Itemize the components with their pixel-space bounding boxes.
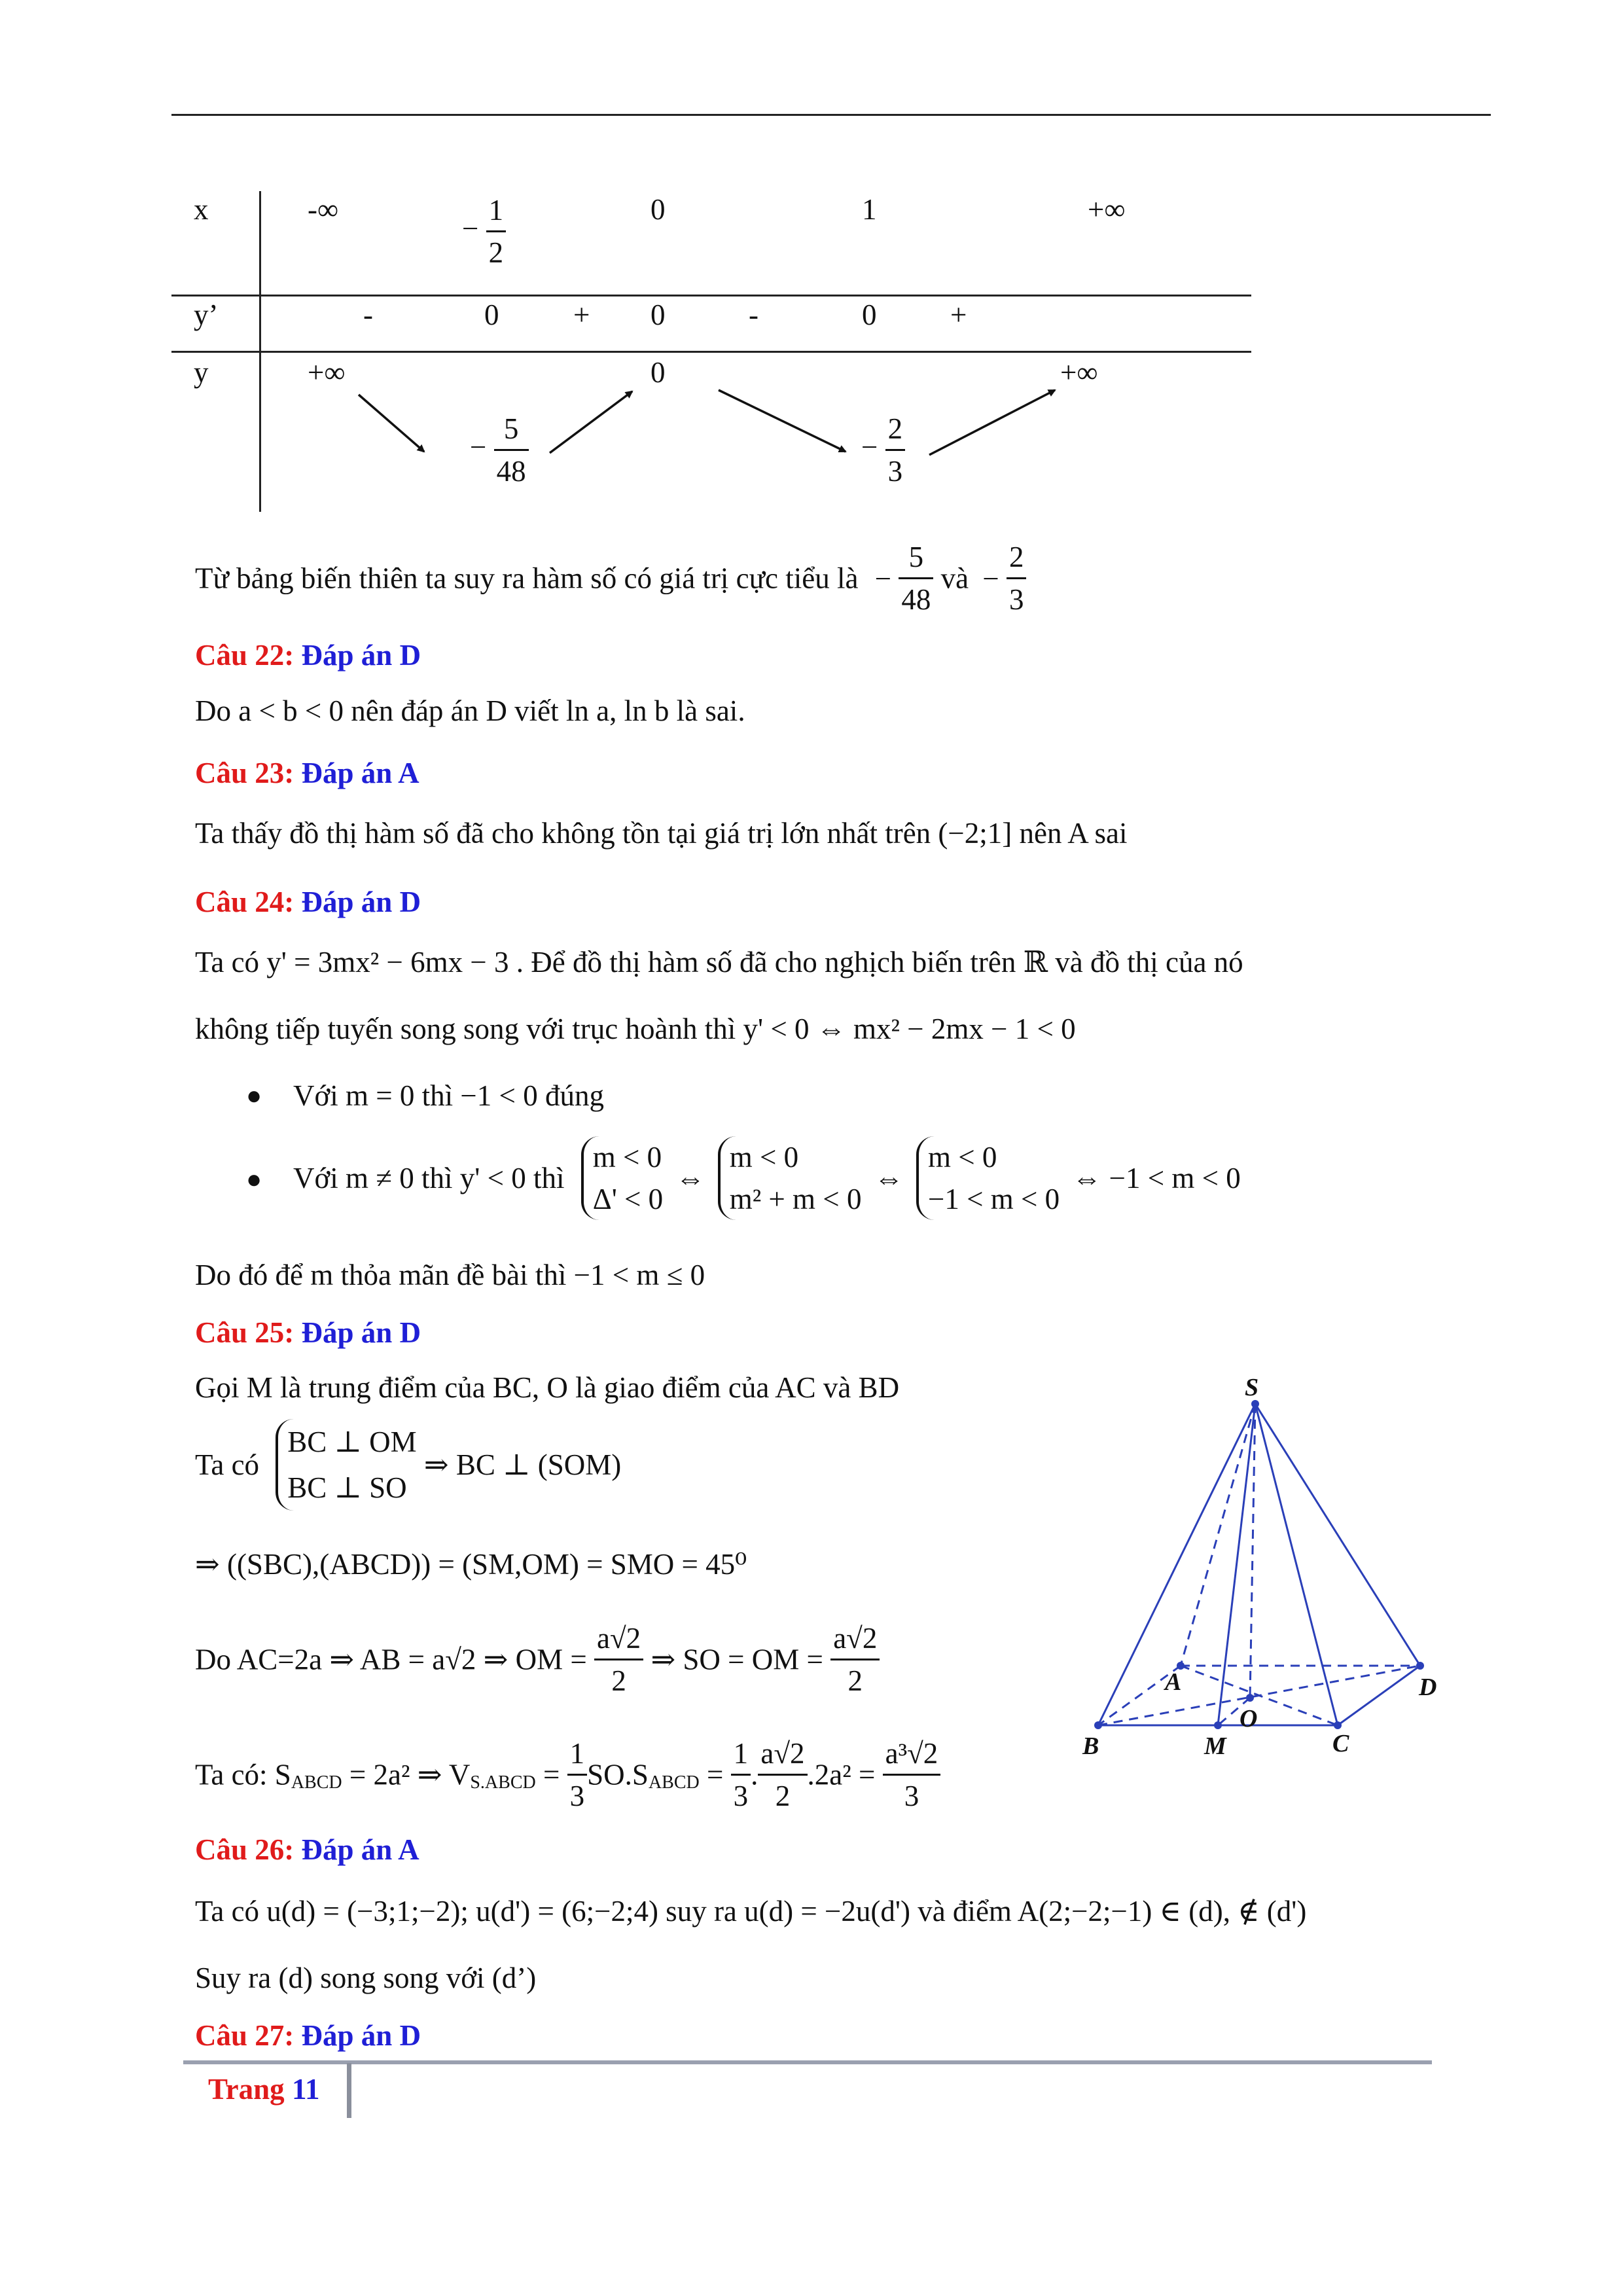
bullet2-prefix: Với m ≠ 0 thì y' < 0 thì bbox=[293, 1162, 565, 1194]
q24-line1: Ta có y' = 3mx² − 6mx − 3 . Để đồ thị hàm số đã cho nghịch biến trên ℝ và đồ thị của nó bbox=[195, 946, 1243, 978]
numerator: a√2 bbox=[830, 1618, 880, 1660]
x-pos-inf: +∞ bbox=[1088, 193, 1126, 226]
q24-answer: Đáp án D bbox=[301, 886, 421, 918]
numerator: a³√2 bbox=[883, 1733, 941, 1776]
system-3-row-2: −1 < m < 0 bbox=[927, 1183, 1060, 1215]
system-1-row-2: Δ' < 0 bbox=[592, 1183, 664, 1215]
bullet-dot-1: ● bbox=[246, 1081, 262, 1110]
q23-title: Câu 23: bbox=[195, 757, 294, 789]
label-O: O bbox=[1240, 1705, 1258, 1732]
numerator: 1 bbox=[731, 1733, 751, 1776]
q24-line3: Do đó để m thỏa mãn đề bài thì −1 < m ≤ 0 bbox=[195, 1259, 705, 1291]
numerator: a√2 bbox=[758, 1733, 807, 1776]
denominator: 3 bbox=[569, 1780, 585, 1812]
om-fraction bbox=[594, 1618, 643, 1701]
q27-title: Câu 27: bbox=[195, 2019, 294, 2052]
point-M bbox=[1214, 1721, 1222, 1729]
q25-system bbox=[276, 1419, 416, 1511]
q22-heading bbox=[195, 638, 421, 672]
yprime-zero-1: 0 bbox=[484, 298, 499, 331]
edge-SC bbox=[1255, 1404, 1338, 1725]
q25-ac-line bbox=[195, 1618, 880, 1701]
denominator: 3 bbox=[733, 1780, 749, 1812]
arrow-up-2 bbox=[929, 390, 1055, 455]
q25-line1: Gọi M là trung điểm của BC, O là giao điểm của AC và BD bbox=[195, 1371, 900, 1404]
q25-angle-line: ⇒ ((SBC),(ABCD)) = (SM,OM) = SMO = 45⁰ bbox=[195, 1548, 747, 1581]
arrow-down-2 bbox=[719, 390, 846, 452]
bullet2-result: ⇔ −1 < m < 0 bbox=[1072, 1162, 1241, 1194]
x-one: 1 bbox=[862, 193, 877, 226]
vol-eq-2: = bbox=[699, 1758, 724, 1791]
q25-system-line bbox=[195, 1419, 621, 1511]
yprime-zero-2: 0 bbox=[651, 298, 666, 331]
system-1-row-1: m < 0 bbox=[592, 1141, 662, 1174]
denominator: 2 bbox=[847, 1664, 863, 1697]
denominator: 3 bbox=[904, 1780, 919, 1812]
q25-sys-row-2: BC ⊥ SO bbox=[287, 1471, 407, 1504]
taco: Ta có bbox=[195, 1448, 260, 1481]
dot-2a: .2a² = bbox=[807, 1758, 876, 1791]
y-zero: 0 bbox=[651, 356, 666, 389]
q22-text: Do a < b < 0 nên đáp án D viết ln a, ln b là sai. bbox=[195, 694, 745, 727]
minus-sign: − bbox=[470, 430, 487, 463]
numerator: 1 bbox=[567, 1733, 588, 1776]
label-A: A bbox=[1165, 1668, 1182, 1696]
footer-page bbox=[208, 2072, 319, 2106]
denominator: 2 bbox=[488, 236, 504, 269]
label-B: B bbox=[1082, 1732, 1099, 1760]
q25-sys-result: ⇒ BC ⊥ (SOM) bbox=[423, 1448, 622, 1481]
numerator: 2 bbox=[1007, 537, 1027, 579]
so-fraction bbox=[830, 1618, 880, 1701]
so-s: SO.S bbox=[587, 1758, 649, 1791]
conclusion-line bbox=[195, 537, 1026, 620]
q24-bullet1: Với m = 0 thì −1 < 0 đúng bbox=[293, 1079, 604, 1112]
edge-CD bbox=[1338, 1666, 1420, 1725]
yprime-zero-3: 0 bbox=[862, 298, 877, 331]
edge-SD bbox=[1255, 1404, 1420, 1666]
pyramid-figure bbox=[1073, 1374, 1440, 1767]
denominator: 48 bbox=[496, 455, 526, 488]
q23-text: Ta thấy đồ thị hàm số đã cho không tồn tại giá trị lớn nhất trên (−2;1] nên A sai bbox=[195, 817, 1128, 850]
fraction-min1 bbox=[899, 537, 933, 620]
label-C: C bbox=[1332, 1730, 1349, 1757]
denominator: 3 bbox=[1008, 583, 1024, 616]
q26-heading bbox=[195, 1833, 419, 1867]
q25-volume-line bbox=[195, 1733, 940, 1816]
footer-page-number: 11 bbox=[291, 2073, 320, 2106]
q24-bullet2 bbox=[293, 1136, 1241, 1220]
volume-result bbox=[883, 1733, 941, 1816]
system-3-row-1: m < 0 bbox=[927, 1141, 997, 1174]
a-sqrt2-over-2 bbox=[758, 1733, 807, 1816]
equiv-1: ⇔ bbox=[675, 1162, 705, 1194]
system-2-row-2: m² + m < 0 bbox=[729, 1183, 862, 1215]
vol-sub2: S.ABCD bbox=[470, 1772, 536, 1793]
yprime-sign-2: + bbox=[573, 298, 590, 331]
diag-BD bbox=[1098, 1666, 1420, 1725]
q26-title: Câu 26: bbox=[195, 1833, 294, 1866]
system-3 bbox=[916, 1136, 1060, 1220]
q25-sys-row-1: BC ⊥ OM bbox=[287, 1426, 417, 1458]
q26-line1: Ta có u(d) = (−3;1;−2); u(d') = (6;−2;4) suy ra u(d) = −2u(d') và điểm A(2;−2;−1) ∈ (d), ∉ (d') bbox=[195, 1895, 1307, 1928]
vol-eq: = bbox=[535, 1758, 560, 1791]
do-ac-text: Do AC=2a ⇒ AB = a√2 ⇒ OM = bbox=[195, 1643, 587, 1676]
y-pos-inf-left: +∞ bbox=[308, 356, 346, 389]
q23-answer: Đáp án A bbox=[301, 757, 419, 789]
numerator: 2 bbox=[885, 408, 906, 451]
point-B bbox=[1094, 1721, 1102, 1729]
q26-answer: Đáp án A bbox=[301, 1833, 419, 1866]
q25-title: Câu 25: bbox=[195, 1316, 294, 1349]
denominator: 48 bbox=[901, 583, 931, 616]
numerator: 1 bbox=[486, 190, 507, 232]
yprime-sign-1: - bbox=[363, 298, 373, 331]
one-third-1 bbox=[567, 1733, 588, 1816]
q26-line2: Suy ra (d) song song với (d’) bbox=[195, 1962, 537, 1994]
yprime-sign-4: + bbox=[950, 298, 967, 331]
arrow-down-1 bbox=[359, 395, 424, 452]
q24-title: Câu 24: bbox=[195, 886, 294, 918]
q27-answer: Đáp án D bbox=[301, 2019, 421, 2052]
yprime-sign-3: - bbox=[749, 298, 758, 331]
label-S: S bbox=[1245, 1374, 1259, 1401]
denominator: 3 bbox=[887, 455, 903, 488]
minus-sign: − bbox=[861, 430, 878, 463]
label-M: M bbox=[1204, 1732, 1226, 1760]
bullet-dot-2: ● bbox=[246, 1164, 262, 1194]
minus-sign: − bbox=[874, 562, 892, 595]
vol-mid: = 2a² ⇒ V bbox=[342, 1758, 471, 1791]
footer-rule bbox=[183, 2060, 1432, 2064]
numerator: 5 bbox=[899, 537, 933, 579]
numerator: 5 bbox=[494, 408, 529, 451]
conclusion-text: Từ bảng biến thiên ta suy ra hàm số có giá trị cực tiểu là bbox=[195, 562, 859, 595]
one-third-2 bbox=[731, 1733, 751, 1816]
point-D bbox=[1416, 1662, 1424, 1670]
denominator: 2 bbox=[611, 1664, 626, 1697]
q24-line2: không tiếp tuyến song song với trục hoành thì y' < 0 ⇔ mx² − 2mx − 1 < 0 bbox=[195, 1013, 1076, 1045]
fraction-min2 bbox=[1007, 537, 1027, 620]
q23-heading bbox=[195, 756, 419, 790]
system-2 bbox=[718, 1136, 862, 1220]
vol-prefix: Ta có: S bbox=[195, 1758, 291, 1791]
minus-sign: − bbox=[982, 562, 999, 595]
q22-title: Câu 22: bbox=[195, 639, 294, 672]
point-O bbox=[1246, 1694, 1254, 1702]
equiv-2: ⇔ bbox=[874, 1162, 904, 1194]
footer-label: Trang bbox=[208, 2073, 285, 2106]
system-1 bbox=[581, 1136, 663, 1220]
system-2-row-1: m < 0 bbox=[729, 1141, 799, 1174]
y-pos-inf-right: +∞ bbox=[1060, 356, 1098, 389]
arrow-up-1 bbox=[550, 391, 632, 453]
vol-sub: ABCD bbox=[291, 1772, 342, 1793]
q22-answer: Đáp án D bbox=[301, 639, 421, 672]
and-word: và bbox=[940, 562, 969, 595]
row-label-y: y bbox=[194, 356, 209, 389]
row-label-x: x bbox=[194, 193, 209, 226]
q24-heading bbox=[195, 885, 421, 919]
q27-heading bbox=[195, 2018, 421, 2053]
so-eq-text: ⇒ SO = OM = bbox=[651, 1643, 823, 1676]
vol-sub3: ABCD bbox=[648, 1772, 700, 1793]
point-C bbox=[1334, 1721, 1342, 1729]
footer-divider bbox=[347, 2063, 351, 2118]
x-neg-inf: -∞ bbox=[308, 193, 339, 226]
label-D: D bbox=[1419, 1674, 1437, 1701]
row-label-yprime: y’ bbox=[194, 298, 219, 331]
minus-sign: − bbox=[462, 211, 479, 245]
numerator: a√2 bbox=[594, 1618, 643, 1660]
x-zero: 0 bbox=[651, 193, 666, 226]
dot: . bbox=[751, 1758, 758, 1791]
q25-answer: Đáp án D bbox=[301, 1316, 421, 1349]
denominator: 2 bbox=[775, 1780, 791, 1812]
q25-heading bbox=[195, 1316, 421, 1350]
variation-arrows bbox=[0, 0, 1251, 524]
